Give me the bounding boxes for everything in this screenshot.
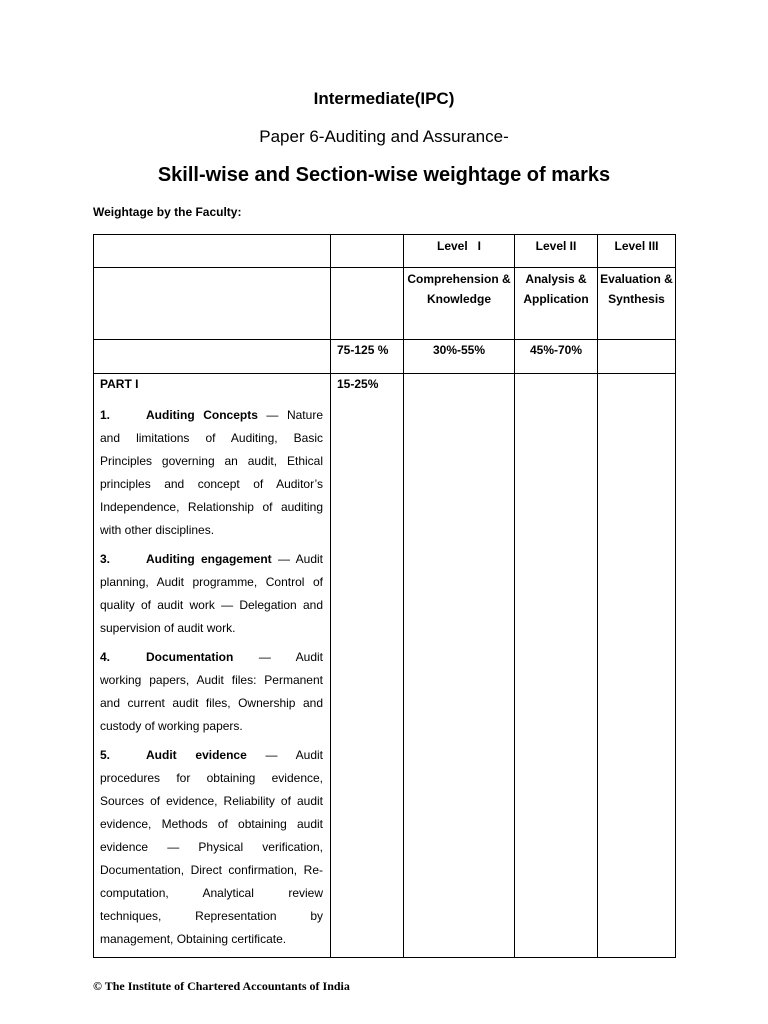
part-weight: 15-25%	[331, 374, 404, 958]
empty-cell	[94, 268, 331, 340]
level-1-weight: 30%-55%	[404, 340, 515, 374]
paper-title: Paper 6-Auditing and Assurance-	[259, 127, 509, 146]
level-3-header	[598, 235, 676, 268]
weightage-label: Weightage by the Faculty:	[93, 205, 242, 219]
item-number: 1.	[100, 408, 111, 422]
syllabus-item	[100, 744, 323, 951]
empty-cell	[598, 374, 676, 958]
empty-cell	[404, 374, 515, 958]
skill-level-3-label: Evaluation & Synthesis	[600, 272, 673, 306]
level-1-label: Level I	[436, 239, 482, 253]
page-subtitle: Skill-wise and Section-wise weightage of marks	[157, 164, 611, 186]
item-text: — Audit planning, Audit programme, Control of quality of audit work — Delegation and supervision of audit work.	[100, 552, 323, 635]
level-3-label: Level III	[614, 239, 659, 253]
empty-cell	[94, 340, 331, 374]
skill-level-3	[598, 268, 676, 340]
level-row	[94, 235, 676, 268]
item-heading: Documentation	[146, 650, 234, 664]
totals-row	[94, 340, 676, 374]
skill-level-1-label: Comprehension & Knowledge	[407, 272, 511, 306]
weightage-table	[93, 234, 676, 958]
level-1-header	[404, 235, 515, 268]
document-title: Intermediate(IPC)	[313, 89, 455, 108]
skill-row	[94, 268, 676, 340]
part-content-cell	[94, 374, 331, 958]
level-2-header	[515, 235, 598, 268]
item-heading: Auditing engagement	[146, 552, 272, 566]
level-2-label: Level II	[535, 239, 577, 253]
copyright-footer: © The Institute of Chartered Accountants of India	[93, 979, 350, 993]
item-text: — Audit working papers, Audit files: Permanent and current audit files, Ownership and custody of working papers.	[100, 650, 323, 733]
item-text: — Nature and limitations of Auditing, Basic Principles governing an audit, Ethical principles and concept of Auditor’s Independence, Relationship of auditing with other disciplines.	[100, 408, 323, 537]
skill-level-1	[404, 268, 515, 340]
empty-cell	[515, 374, 598, 958]
item-number: 5.	[100, 748, 111, 762]
syllabus-item	[100, 548, 323, 640]
item-heading: Audit evidence	[146, 748, 247, 762]
overall-weight: 75-125 %	[331, 340, 404, 374]
skill-level-2	[515, 268, 598, 340]
item-heading: Auditing Concepts	[146, 408, 258, 422]
level-3-weight	[598, 340, 676, 374]
empty-cell	[331, 268, 404, 340]
item-text: — Audit procedures for obtaining evidence, Sources of evidence, Reliability of audit evidence, Methods of obtaining audit evidence — Physical verification, Documentation, Direct confirmation, Re-computation, Analytical review techniques, Representation by management, Obtaining certificate.	[100, 748, 323, 946]
item-number: 3.	[100, 552, 111, 566]
empty-cell	[94, 235, 331, 268]
part-row	[94, 374, 676, 958]
syllabus-item	[100, 646, 323, 738]
item-number: 4.	[100, 650, 111, 664]
part-label: PART I	[100, 377, 139, 391]
skill-level-2-label: Analysis & Application	[523, 272, 589, 306]
empty-cell	[331, 235, 404, 268]
level-2-weight: 45%-70%	[515, 340, 598, 374]
syllabus-item	[100, 404, 323, 542]
